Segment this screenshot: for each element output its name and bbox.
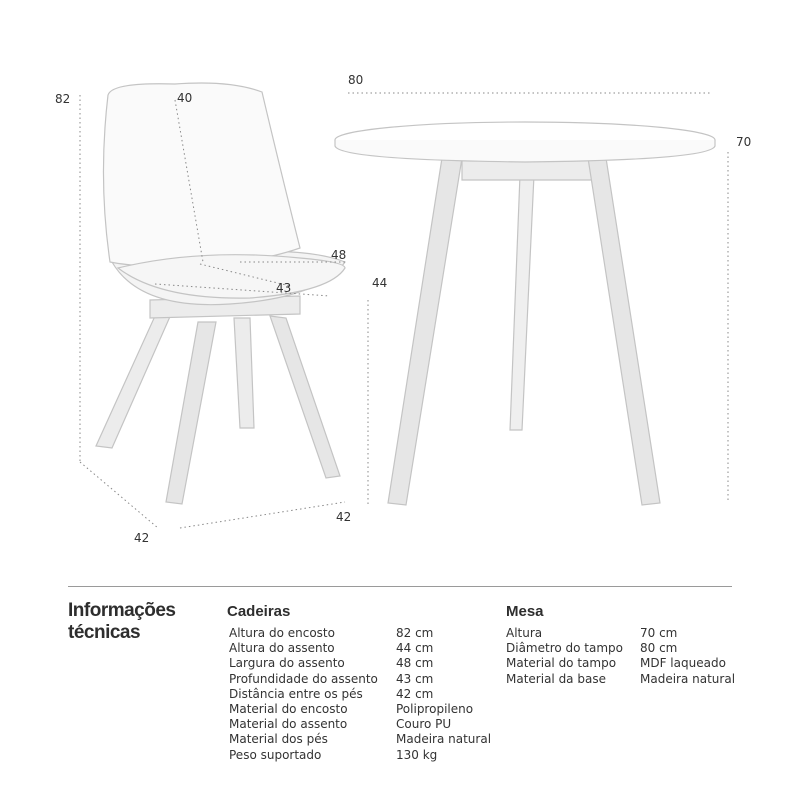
- spec-label: Distância entre os pés: [229, 686, 363, 701]
- dim-leg-depth: 42: [134, 531, 150, 545]
- spec-label: Profundidade do assento: [229, 671, 378, 686]
- spec-value: 43 cm: [396, 671, 434, 686]
- spec-row: [506, 626, 736, 641]
- spec-row: [229, 626, 499, 641]
- spec-row: [229, 641, 499, 656]
- table-drawing: [335, 122, 715, 505]
- divider: [68, 586, 732, 587]
- dim-seat-depth: 43: [276, 281, 292, 295]
- dim-chair-height: 82: [55, 92, 71, 106]
- spec-label: Peso suportado: [229, 747, 322, 762]
- spec-row: [229, 748, 499, 763]
- chairs-spec-table: [229, 626, 499, 763]
- spec-label: Material do encosto: [229, 701, 348, 716]
- info-title: [68, 600, 175, 644]
- spec-value: 70 cm: [640, 626, 678, 640]
- spec-value: 48 cm: [396, 656, 434, 671]
- spec-row: [229, 672, 499, 687]
- spec-value: 42 cm: [396, 686, 434, 701]
- dim-table-diameter: 80: [348, 73, 364, 87]
- spec-value: Polipropileno: [396, 701, 474, 716]
- table-spec-table: [506, 626, 736, 687]
- info-title-line2: técnicas: [68, 622, 141, 643]
- spec-row: [506, 641, 736, 656]
- spec-value: Madeira natural: [396, 732, 492, 747]
- info-title-line1: Informações: [68, 600, 176, 621]
- spec-row: [229, 656, 499, 671]
- spec-row: [506, 672, 736, 687]
- spec-row: [229, 732, 499, 747]
- spec-label: Largura do assento: [229, 656, 345, 671]
- spec-row: [229, 717, 499, 732]
- spec-value: Couro PU: [396, 717, 452, 732]
- dim-seat-width: 48: [331, 248, 347, 262]
- dim-table-height: 70: [736, 135, 752, 149]
- table-title: Mesa: [506, 603, 544, 620]
- spec-value: 82 cm: [396, 626, 434, 640]
- spec-row: [229, 687, 499, 702]
- spec-row: [506, 656, 736, 671]
- spec-label: Material da base: [506, 671, 606, 686]
- spec-label: Material dos pés: [229, 732, 328, 747]
- spec-row: [229, 702, 499, 717]
- spec-label: Material do tampo: [506, 656, 617, 671]
- spec-label: Material do assento: [229, 717, 348, 732]
- spec-value: 44 cm: [396, 641, 434, 656]
- dim-leg-width: 42: [336, 510, 352, 524]
- spec-value: MDF laqueado: [640, 656, 726, 671]
- spec-label: Altura do assento: [229, 641, 335, 656]
- spec-value: 80 cm: [640, 641, 678, 656]
- chair-drawing: [96, 83, 345, 504]
- spec-value: Madeira natural: [640, 671, 736, 686]
- dim-seat-height: 44: [372, 276, 388, 290]
- spec-label: Altura: [506, 626, 543, 640]
- spec-label: Altura do encosto: [229, 626, 335, 640]
- dim-backrest-width: 40: [177, 91, 193, 105]
- chairs-title: Cadeiras: [227, 603, 291, 620]
- spec-value: 130 kg: [396, 747, 438, 762]
- spec-label: Diâmetro do tampo: [506, 641, 624, 656]
